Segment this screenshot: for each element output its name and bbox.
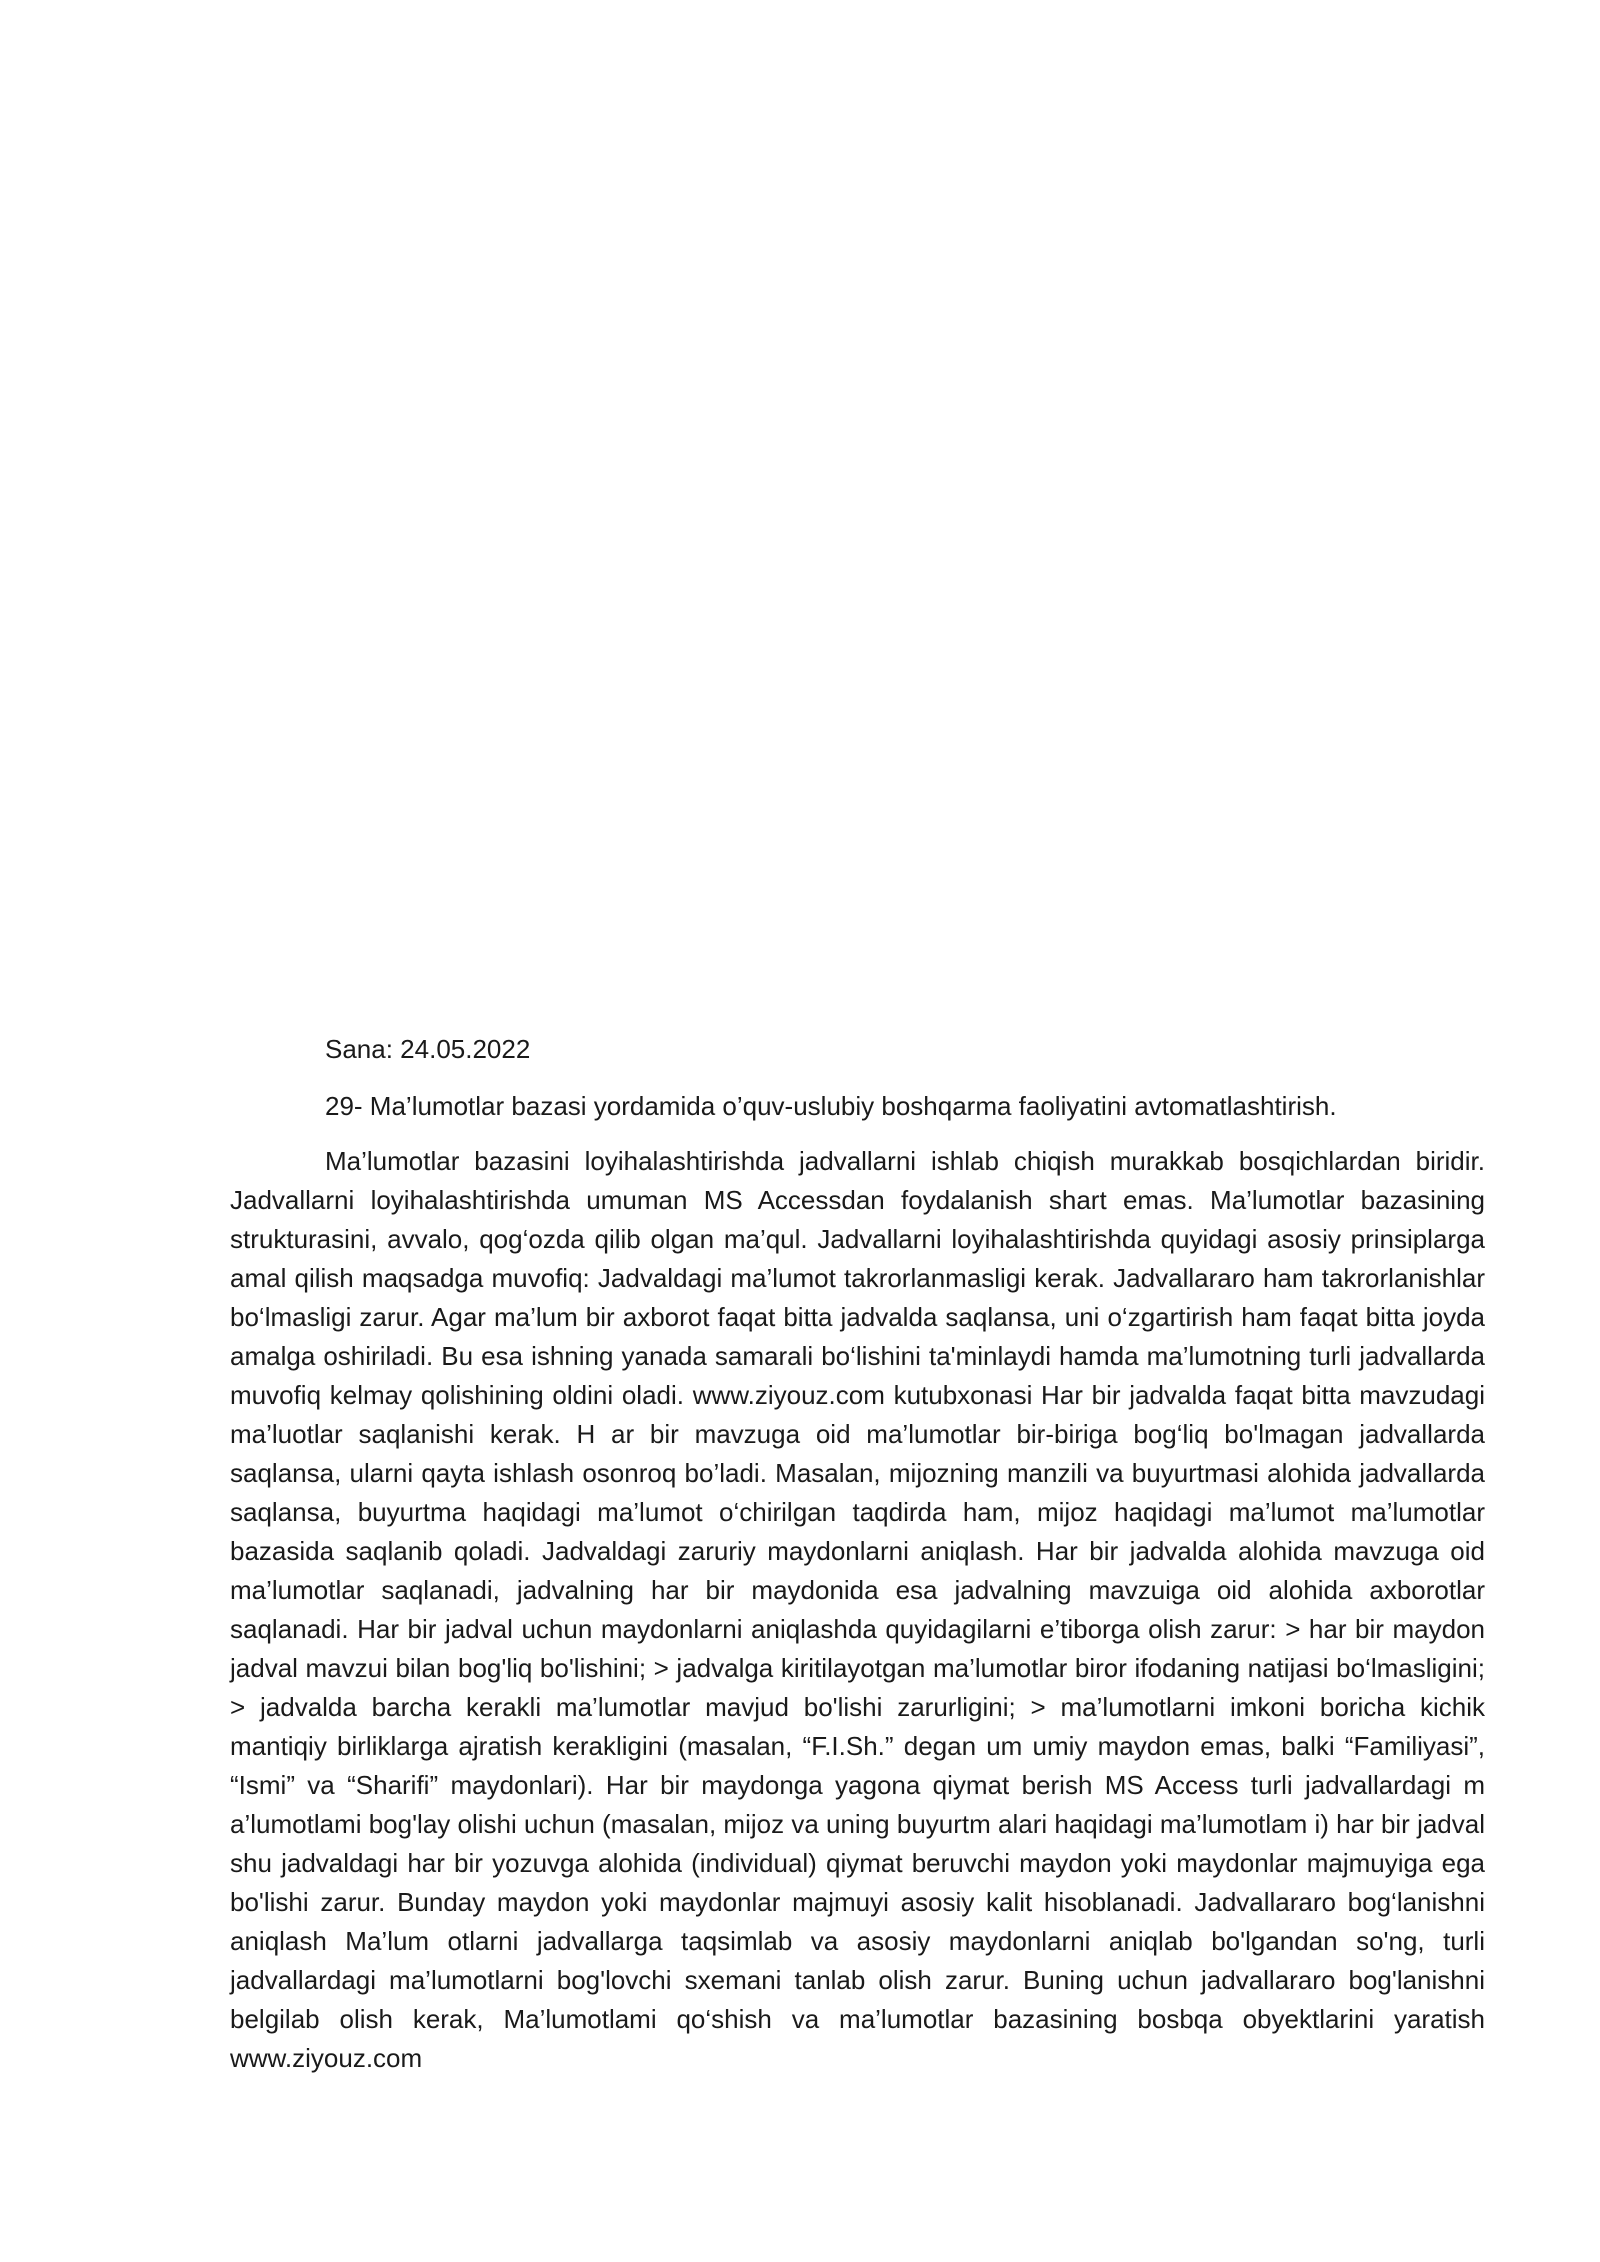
body-paragraph: Ma’lumotlar bazasini loyihalashtirishda jadvallarni ishlab chiqish murakkab bosqichlardan biridir. Jadvallarni loyihalashtirishda umuman MS Accessdan foydalanish shart emas. Ma’lumotlar bazasining strukturasini, avvalo, qog‘ozda qilib olgan ma’qul. Jadvallarni loyihalashtirishda quyidagi asosiy prinsiplarga amal qilish maqsadga muvofiq: Jadvaldagi ma’lumot takrorlanmasligi kerak. Jadvallararo ham takrorlanishlar bo‘lmasligi zarur. Agar ma’lum bir axborot faqat bitta jadvalda saqlansa, uni o‘zgartirish ham faqat bitta joyda amalga oshiriladi. Bu esa ishning yanada samarali bo‘lishini ta'minlaydi hamda ma’lumotning turli jadvallarda muvofiq kelmay qolishining oldini oladi. www.ziyouz.com kutubxonasi Har bir jadvalda faqat bitta mavzudagi ma’luotlar saqlanishi kerak. H ar bir mavzuga oid ma’lumotlar bir-biriga bog‘liq bo'lmagan jadvallarda saqlansa, ularni qayta ishlash osonroq bo’ladi. Masalan, mijozning manzili va buyurtmasi alohida jadvallarda saqlansa, buyurtma haqidagi ma’lumot o‘chirilgan taqdirda ham, mijoz haqidagi ma’lumot ma’lumotlar bazasida saqlanib qoladi. Jadvaldagi zaruriy maydonlarni aniqlash. Har bir jadvalda alohida mavzuga oid ma’lumotlar saqlanadi, jadvalning har bir maydonida esa jadvalning mavzuiga oid alohida axborotlar saqlanadi. Har bir jadval uchun maydonlarni aniqlashda quyidagilarni e’tiborga olish zarur: > har bir maydon jadval mavzui bilan bog'liq bo'lishini; > jadvalga kiritilayotgan ma’lumotlar biror ifodaning natijasi bo‘lmasligini; > jadvalda barcha kerakli ma’lumotlar mavjud bo'lishi zarurligini; > ma’lumotlarni imkoni boricha kichik mantiqiy birliklarga ajratish kerakligini (masalan, “F.I.Sh.” degan um umiy maydon emas, balki “Familiyasi”, “Ismi” va “Sharifi” maydonlari). Har bir maydonga yagona qiymat berish MS Access turli jadvallardagi m a’lumotlami bog'lay olishi uchun (masalan, mijoz va uning buyurtm alari haqidagi ma’lumotlam i) har bir jadval shu jadvaldagi har bir yozuvga alohida (individual) qiymat beruvchi maydon yoki maydonlar majmuyiga ega bo'lishi zarur. Bunday maydon yoki maydonlar majmuyi asosiy kalit hisoblanadi. Jadvallararo bog‘lanishni aniqlash Ma’lum otlarni jadvallarga taqsimlab va asosiy maydonlarni aniqlab bo'lgandan so'ng, turli jadvallardagi ma’lumotlarni bog'lovchi sxemani tanlab olish zarur. Buning uchun jadvallararo bog'lanishni belgilab olish kerak, Ma’lumotlami qo‘shish va ma’lumotlar bazasining bosbqa obyektlarini yaratish www.ziyouz.com [230,1146,1485,2073]
date-line: Sana: 24.05.2022 [325,1034,531,1064]
document-title: 29- Ma’lumotlar bazasi yordamida o’quv-uslubiy boshqarma faoliyatini avtomatlashtirish. [325,1091,1337,1121]
document-content [230,1030,1485,2078]
